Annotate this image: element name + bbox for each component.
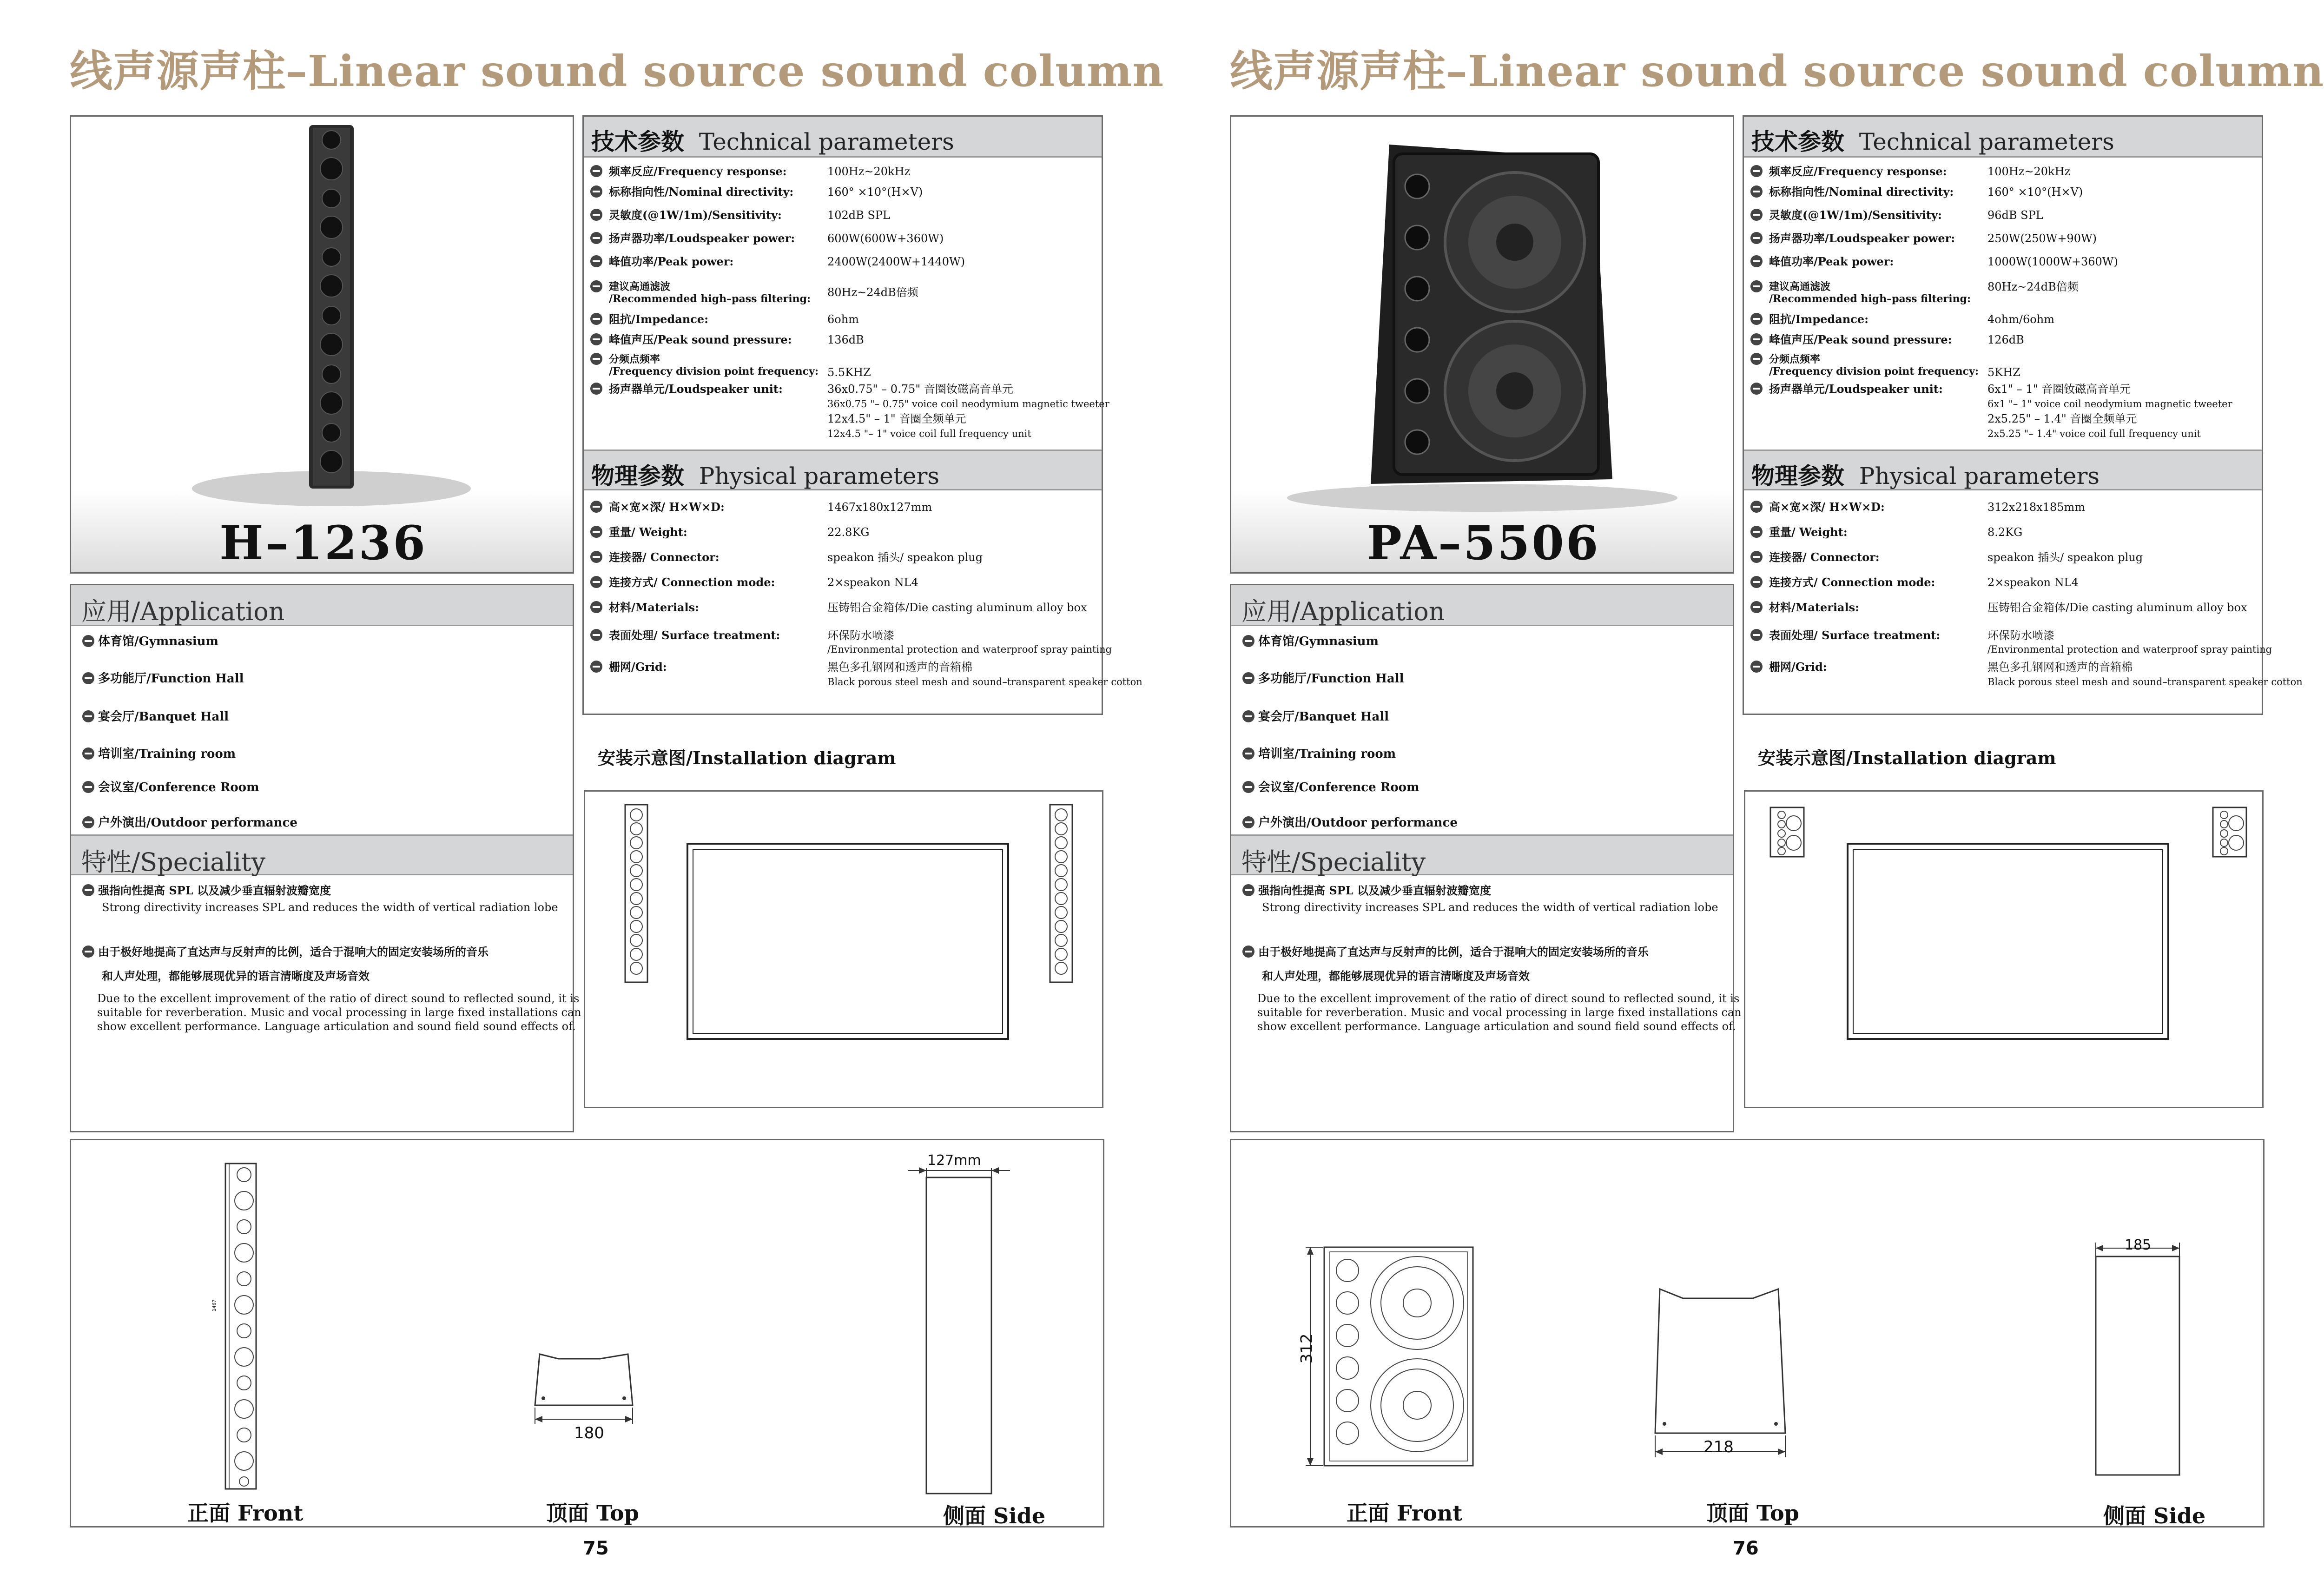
application-item: 多功能厅/Function Hall [1242, 669, 1404, 686]
spec-row: 灵敏度(@1W/1m)/Sensitivity: 102dB SPL [590, 209, 606, 222]
application-item: 户外演出/Outdoor performance [1242, 813, 1458, 830]
spec-row: 栅网/Grid: 黑色多孔钢网和透声的音箱棉 Black porous steel mesh and sound–transparent speaker cotton [590, 661, 606, 674]
height-dimension: 312 [1297, 1333, 1316, 1364]
application-header [1231, 585, 1733, 626]
spec-row: 重量/ Weight: 22.8KG [590, 526, 606, 539]
speciality-text: suitable for reverberation. Music and vocal processing in large fixed installations can [1257, 1006, 1742, 1019]
page-title: 线声源声柱–Linear sound source sound column [1230, 46, 2324, 96]
spec-row: 建议高通滤波 /Recommended high–pass filtering: 80Hz~24dB倍频 [1750, 280, 1766, 293]
front-label: 正面 Front [187, 1501, 304, 1526]
tech-params-header [1744, 117, 2262, 158]
spec-row: 频率反应/Frequency response: 100Hz~20kHz [1750, 165, 1766, 178]
speciality-text: show excellent performance. Language articulation and sound field sound effects of. [97, 1020, 576, 1033]
spec-row: 建议高通滤波 /Recommended high–pass filtering: 80Hz~24dB倍频 [590, 280, 606, 293]
spec-row: 材料/Materials: 压铸铝合金箱体/Die casting aluminum alloy box [1750, 601, 1766, 614]
spec-row: 标称指向性/Nominal directivity: 160° ×10°(H×V) [1750, 185, 1766, 198]
speciality-text: Strong directivity increases SPL and reduces the width of vertical radiation lobe [102, 901, 558, 914]
spec-row: 高×宽×深/ H×W×D: 1467x180x127mm [590, 501, 606, 514]
tech-params-header [584, 117, 1102, 158]
side-dimension: 185 [2125, 1237, 2152, 1253]
tech-params-title: 技术参数 Technical parameters [1751, 128, 2114, 155]
top-dimension: 180 [574, 1424, 604, 1442]
spec-row: 表面处理/ Surface treatment: 环保防水喷漆 /Environmental protection and waterproof spray painting [1750, 629, 1766, 642]
application-item: 培训室/Training room [1242, 744, 1396, 761]
side-label: 侧面 Side [2103, 1503, 2206, 1528]
application-title: 应用/Application [1241, 597, 1445, 626]
spec-row: 阻抗/Impedance: 4ohm/6ohm [1750, 313, 1766, 326]
application-item: 宴会厅/Banquet Hall [1242, 707, 1389, 724]
install-drawing [585, 792, 1102, 1107]
spec-row: 扬声器单元/Loudspeaker unit: 36x0.75" – 0.75" 音圈钕磁高音单元 36x0.75 "– 0.75" voice coil neodymium magnetic tweeter 12x4.5" – 1" 音圈全频单元 12x4.5 "– 1" voice coil full frequency unit [590, 383, 606, 396]
model-name: H–1236 [219, 516, 427, 570]
tech-params-title: 技术参数 Technical parameters [591, 128, 954, 155]
spec-row: 峰值功率/Peak power: 1000W(1000W+360W) [1750, 255, 1766, 268]
speciality-item: 由于极好地提高了直达声与反射声的比例，适合于混响大的固定安装场所的音乐 [1242, 945, 1649, 959]
height-dimension: 1467 [212, 1299, 218, 1312]
top-label: 顶面 Top [1706, 1501, 1799, 1526]
speciality-item: 强指向性提高 SPL 以及减少垂直辐射波瓣宽度 [1242, 884, 1491, 898]
application-item: 会议室/Conference Room [1242, 778, 1419, 795]
phys-params-header [1744, 450, 2262, 490]
spec-row: 峰值功率/Peak power: 2400W(2400W+1440W) [590, 255, 606, 268]
spec-row: 连接方式/ Connection mode: 2×speakon NL4 [590, 576, 606, 589]
top-dimension: 218 [1703, 1438, 1734, 1456]
spec-row: 扬声器功率/Loudspeaker power: 600W(600W+360W) [590, 232, 606, 245]
spec-row: 频率反应/Frequency response: 100Hz~20kHz [590, 165, 606, 178]
phys-params-title: 物理参数 Physical parameters [1751, 462, 2100, 489]
phys-params-header [584, 450, 1102, 490]
application-panel [70, 584, 581, 1132]
application-panel [1230, 584, 1742, 1132]
spec-row: 材料/Materials: 压铸铝合金箱体/Die casting aluminum alloy box [590, 601, 606, 614]
page-number: 75 [583, 1538, 609, 1559]
spec-row: 重量/ Weight: 8.2KG [1750, 526, 1766, 539]
application-item: 会议室/Conference Room [82, 778, 259, 795]
speciality-item-cont: 和人声处理，都能够展现优异的语言清晰度及声场音效 [102, 969, 370, 983]
install-drawing [1745, 792, 2262, 1107]
application-header [71, 585, 573, 626]
speciality-text: Due to the excellent improvement of the ratio of direct sound to reflected sound, it is [97, 992, 580, 1005]
application-title: 应用/Application [81, 597, 285, 626]
page-right [1164, 0, 2324, 1587]
spec-row: 扬声器功率/Loudspeaker power: 250W(250W+90W) [1750, 232, 1766, 245]
tech-params-panel [1743, 115, 2303, 715]
speciality-item: 由于极好地提高了直达声与反射声的比例，适合于混响大的固定安装场所的音乐 [82, 945, 489, 959]
spec-row: 分频点频率 /Frequency division point frequency: 5KHZ [1750, 353, 1766, 366]
speciality-text: Strong directivity increases SPL and reduces the width of vertical radiation lobe [1262, 901, 1718, 914]
install-title: 安装示意图/Installation diagram [1758, 747, 2056, 768]
speciality-header [71, 834, 573, 875]
tech-params-panel [582, 115, 1142, 715]
speciality-item-cont: 和人声处理，都能够展现优异的语言清晰度及声场音效 [1262, 969, 1530, 983]
side-view-drawing [2086, 1233, 2189, 1494]
speciality-text: show excellent performance. Language articulation and sound field sound effects of. [1257, 1020, 1736, 1033]
spec-row: 分频点频率 /Frequency division point frequency: 5.5KHZ [590, 353, 606, 366]
product-photo-panel [1230, 115, 1734, 574]
product-photo-panel [70, 115, 574, 574]
page-title: 线声源声柱–Linear sound source sound column [70, 46, 1164, 96]
phys-params-title: 物理参数 Physical parameters [591, 462, 940, 489]
product-photo [1231, 117, 1736, 575]
front-view-drawing [1301, 1243, 1478, 1475]
spec-row: 连接器/ Connector: speakon 插头/ speakon plug [590, 551, 606, 564]
spec-row: 灵敏度(@1W/1m)/Sensitivity: 96dB SPL [1750, 209, 1766, 222]
spec-row: 连接方式/ Connection mode: 2×speakon NL4 [1750, 576, 1766, 589]
side-dimension: 127mm [927, 1152, 981, 1169]
application-item: 体育馆/Gymnasium [1242, 632, 1379, 649]
speciality-text: Due to the excellent improvement of the ratio of direct sound to reflected sound, it is [1257, 992, 1740, 1005]
dimension-drawing-panel [70, 1139, 1104, 1527]
speciality-text: suitable for reverberation. Music and vocal processing in large fixed installations can [97, 1006, 581, 1019]
spec-row: 高×宽×深/ H×W×D: 312x218x185mm [1750, 501, 1766, 514]
spec-row: 连接器/ Connector: speakon 插头/ speakon plug [1750, 551, 1766, 564]
top-label: 顶面 Top [546, 1501, 639, 1526]
spec-row: 阻抗/Impedance: 6ohm [590, 313, 606, 326]
application-item: 户外演出/Outdoor performance [82, 813, 297, 830]
spec-row: 扬声器单元/Loudspeaker unit: 6x1" – 1" 音圈钕磁高音单元 6x1 "– 1" voice coil neodymium magnetic tweeter 2x5.25" – 1.4" 音圈全频单元 2x5.25 "– 1.4" voice coil full frequency unit [1750, 383, 1766, 396]
speciality-title: 特性/Speciality [81, 847, 266, 877]
install-diagram [1744, 790, 2264, 1108]
spec-row: 栅网/Grid: 黑色多孔钢网和透声的音箱棉 Black porous steel mesh and sound–transparent speaker cotton [1750, 661, 1766, 674]
front-view-drawing [215, 1164, 262, 1498]
install-diagram [584, 790, 1103, 1108]
application-item: 宴会厅/Banquet Hall [82, 707, 229, 724]
side-label: 侧面 Side [943, 1503, 1046, 1528]
side-view-drawing [908, 1150, 1001, 1503]
spec-row: 表面处理/ Surface treatment: 环保防水喷漆 /Environmental protection and waterproof spray painting [590, 629, 606, 642]
product-photo [71, 117, 575, 575]
spec-row: 标称指向性/Nominal directivity: 160° ×10°(H×V) [590, 185, 606, 198]
model-name: PA–5506 [1367, 516, 1600, 570]
speciality-title: 特性/Speciality [1241, 847, 1426, 877]
application-item: 培训室/Training room [82, 744, 236, 761]
speciality-header [1231, 834, 1733, 875]
speciality-item: 强指向性提高 SPL 以及减少垂直辐射波瓣宽度 [82, 884, 331, 898]
spec-row: 峰值声压/Peak sound pressure: 136dB [590, 333, 606, 346]
dimension-drawing-panel [1230, 1139, 2265, 1527]
application-item: 多功能厅/Function Hall [82, 669, 244, 686]
spec-row: 峰值声压/Peak sound pressure: 126dB [1750, 333, 1766, 346]
install-title: 安装示意图/Installation diagram [598, 747, 896, 768]
front-label: 正面 Front [1347, 1501, 1463, 1526]
application-item: 体育馆/Gymnasium [82, 632, 218, 649]
page-number: 76 [1733, 1538, 1759, 1559]
